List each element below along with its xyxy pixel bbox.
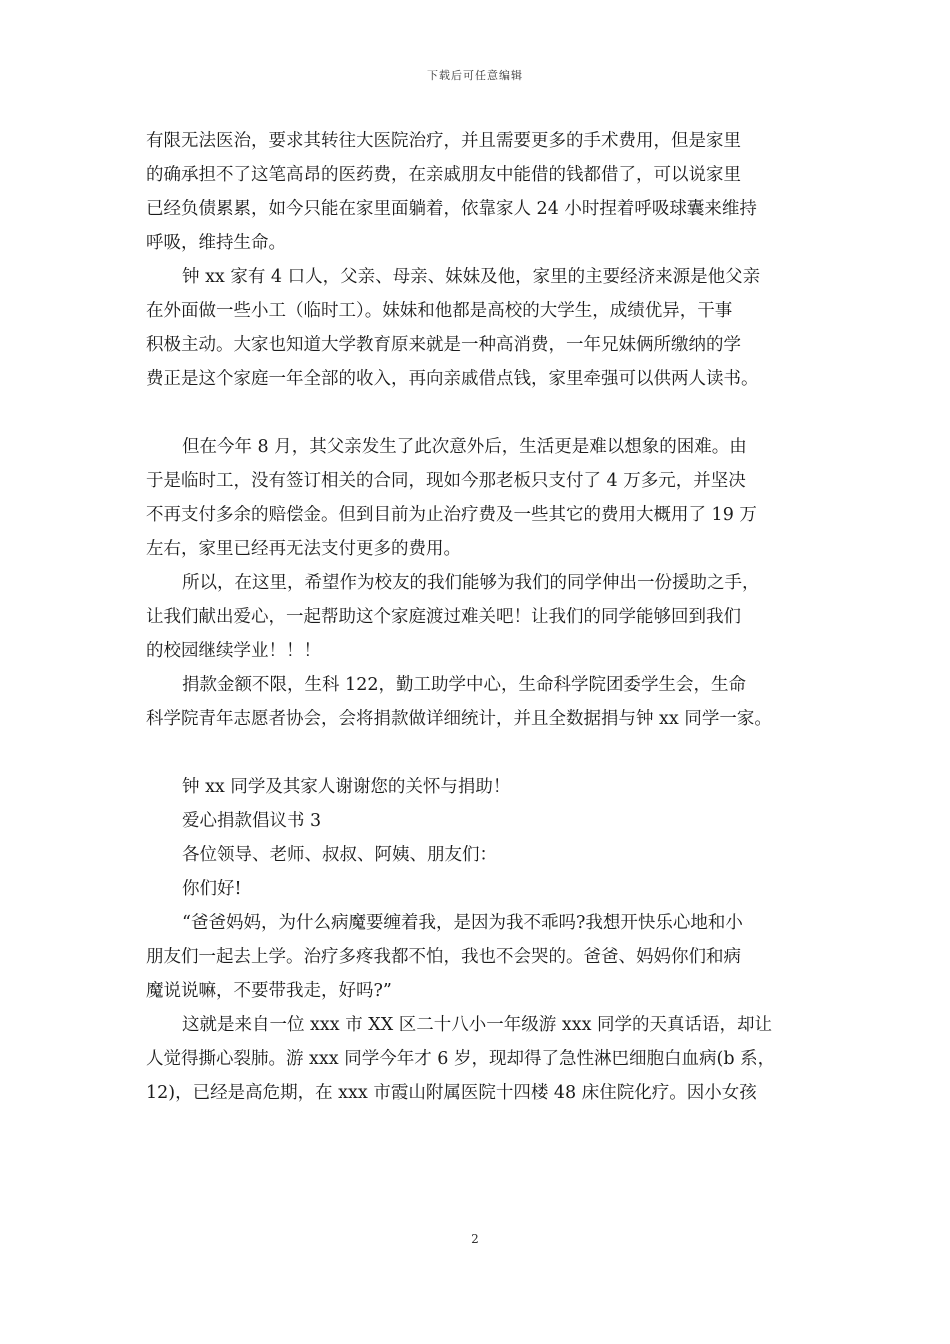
text-line: 让我们献出爱心，一起帮助这个家庭渡过难关吧！让我们的同学能够回到我们 (146, 607, 741, 627)
text-line: 在外面做一些小工（临时工）。妹妹和他都是高校的大学生，成绩优异，干事 (146, 301, 733, 321)
text-line: 有限无法医治，要求其转往大医院治疗，并且需要更多的手术费用，但是家里 (146, 131, 741, 151)
text-line: 呼吸，维持生命。 (146, 233, 286, 253)
blank-line (146, 396, 810, 430)
page-header: 下载后可任意编辑 (427, 69, 523, 82)
text-line: 捐款金额不限，生科 122，勤工助学中心，生命科学院团委学生会，生命 (182, 675, 746, 695)
text-line: 钟 xx 家有 4 口人，父亲、母亲、妹妹及他，家里的主要经济来源是他父亲 (182, 267, 761, 287)
text-line: 已经负债累累，如今只能在家里面躺着，依靠家人 24 小时捏着呼吸球囊来维持 (146, 199, 757, 219)
thanks-line: 钟 xx 同学及其家人谢谢您的关怀与捐助！ (182, 777, 511, 797)
text-line: 朋友们一起去上学。治疗多疼我都不怕，我也不会哭的。爸爸、妈妈你们和病 (146, 947, 741, 967)
text-line: 魔说说嘛，不要带我走，好吗?” (146, 981, 392, 1001)
text-line: 的校园继续学业！！！ (146, 641, 321, 661)
paragraph (146, 1008, 810, 1110)
text-line: 人觉得撕心裂肺。游 xxx 同学今年才 6 岁，现却得了急性淋巴细胞白血病(b 系， (146, 1049, 776, 1069)
text-line: 但在今年 8 月，其父亲发生了此次意外后，生活更是难以想象的困难。由 (182, 437, 747, 457)
paragraph (146, 668, 810, 736)
document-body (146, 124, 810, 1110)
text-line: “爸爸妈妈，为什么病魔要缠着我，是因为我不乖吗?我想开快乐心地和小 (182, 913, 743, 933)
text-line: 12)，已经是高危期，在 xxx 市霞山附属医院十四楼 48 床住院化疗。因小女孩 (146, 1083, 757, 1103)
paragraph (146, 124, 810, 260)
salutation: 各位领导、老师、叔叔、阿姨、朋友们： (182, 845, 497, 865)
text-line: 科学院青年志愿者协会，会将捐款做详细统计，并且全数据捐与钟 xx 同学一家。 (146, 709, 772, 729)
text-line: 不再支付多余的赔偿金。但到目前为止治疗费及一些其它的费用大概用了 19 万 (146, 505, 757, 525)
text-line: 的确承担不了这笔高昂的医药费，在亲戚朋友中能借的钱都借了，可以说家里 (146, 165, 741, 185)
paragraph (146, 430, 810, 566)
text-line: 于是临时工，没有签订相关的合同，现如今那老板只支付了 4 万多元，并坚决 (146, 471, 746, 491)
text-line: 所以，在这里，希望作为校友的我们能够为我们的同学伸出一份援助之手， (182, 573, 760, 593)
greeting: 你们好! (182, 879, 242, 899)
section-title: 爱心捐款倡议书 3 (182, 811, 322, 831)
page-number: 2 (471, 1232, 479, 1246)
text-line: 左右，家里已经再无法支付更多的费用。 (146, 539, 461, 559)
text-line: 积极主动。大家也知道大学教育原来就是一种高消费，一年兄妹俩所缴纳的学 (146, 335, 741, 355)
text-line: 这就是来自一位 xxx 市 XX 区二十八小一年级游 xxx 同学的天真话语，却让 (182, 1015, 773, 1035)
paragraph (146, 260, 810, 396)
paragraph (146, 566, 810, 668)
blank-line (146, 736, 810, 770)
paragraph (146, 906, 810, 1008)
text-line: 费正是这个家庭一年全部的收入，再向亲戚借点钱，家里牵强可以供两人读书。 (146, 369, 759, 389)
